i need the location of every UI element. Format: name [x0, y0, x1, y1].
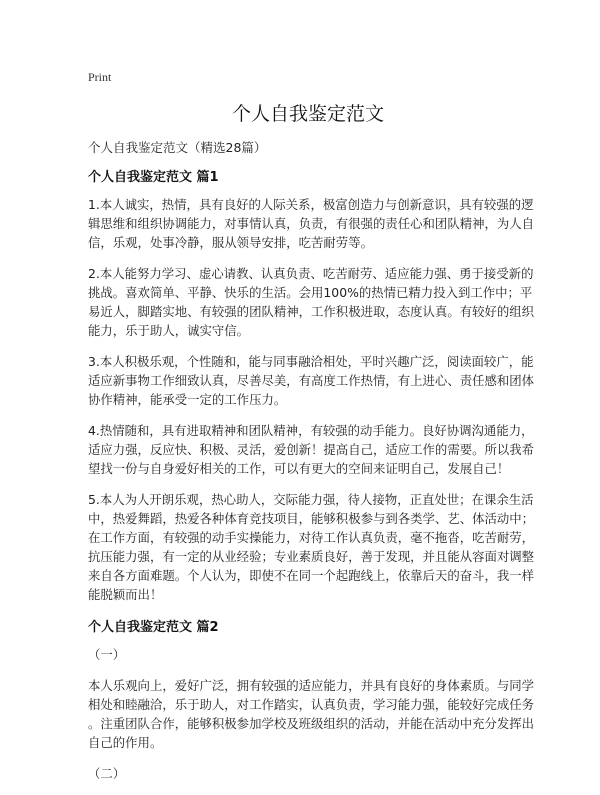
- text-line: 信，乐观，处事冷静，服从领导安排，吃苦耐劳等。: [88, 235, 373, 250]
- paragraph: [88, 676, 535, 752]
- text-line: 适应力强，反应快、积极、灵活，爱创新！提高自己，适应工作的需要。所以我希: [88, 442, 535, 457]
- text-line: （二）: [88, 766, 126, 781]
- paragraph: [88, 421, 535, 478]
- text-line: 望找一份与自身爱好相关的工作，可以有更大的空间来证明自己，发展自己！: [88, 461, 510, 476]
- paragraph: [88, 490, 535, 604]
- text-line: 1.本人诚实，热情，具有良好的人际关系，极富创造力与创新意识，具有较强的逻: [88, 197, 534, 212]
- text-line: 能脱颖而出！: [88, 587, 163, 602]
- text-line: 易近人，脚踏实地、有较强的团队精神，工作积极进取，态度认真。有较好的组织: [88, 304, 535, 319]
- paragraph: [88, 352, 535, 409]
- section-heading: 个人自我鉴定范文 篇2: [88, 620, 219, 635]
- paragraph: [88, 195, 535, 252]
- text-line: 能力，乐于助人，诚实守信。: [88, 323, 250, 338]
- text-line: 在工作方面，有较强的动手实操能力，对待工作认真负责，毫不拖沓，吃苦耐劳，: [88, 530, 535, 545]
- document-title: 个人自我鉴定范文: [231, 103, 384, 125]
- text-line: 本人乐观向上，爱好广泛，拥有较强的适应能力，并具有良好的身体素质。与同学: [88, 678, 535, 693]
- text-line: 5.本人为人开朗乐观，热心助人，交际能力强，待人接物，正直处世；在课余生活: [88, 492, 534, 507]
- sections: [88, 166, 535, 783]
- paragraph: [88, 764, 528, 783]
- text-line: 抗压能力强，有一定的从业经验；专业素质良好，善于发现，并且能从容面对调整: [88, 549, 535, 564]
- text-line: 2.本人能努力学习、虚心请教、认真负责、吃苦耐劳、适应能力强、勇于接受新的: [88, 266, 534, 281]
- paragraph: [88, 264, 535, 340]
- text-line: 自己的作用。: [88, 735, 163, 750]
- text-line: 。注重团队合作，能够积极参加学校及班级组织的活动，并能在活动中充分发挥出: [88, 716, 535, 731]
- document-subtitle: 个人自我鉴定范文（精选28篇）: [88, 140, 267, 155]
- text-line: 3.本人积极乐观，个性随和，能与同事融洽相处，平时兴趣广泛，阅读面较广，能: [88, 354, 534, 369]
- text-line: 协作精神，能承受一定的工作压力。: [88, 392, 287, 407]
- section-heading: 个人自我鉴定范文 篇1: [88, 170, 219, 185]
- text-line: 挑战。喜欢简单、平静、快乐的生活。会用100%的热情已精力投入到工作中；平: [88, 285, 533, 300]
- text-line: 适应新事物工作细致认真，尽善尽美，有高度工作热情，有上进心、责任感和团体: [88, 373, 535, 388]
- text-line: 来自各方面难题。个人认为，即使不在同一个起跑线上，依靠后天的奋斗，我一样: [88, 568, 535, 583]
- text-line: 中，热爱舞蹈，热爱各种体育竞技项目，能够积极参与到各类学、艺、体活动中；: [88, 511, 535, 526]
- print-label[interactable]: Print: [88, 70, 112, 84]
- text-line: 辑思维和组织协调能力，对事情认真，负责，有很强的责任心和团队精神，为人自: [88, 216, 535, 231]
- text-line: 4.热情随和，具有进取精神和团队精神，有较强的动手能力。良好协调沟通能力，: [88, 423, 534, 438]
- text-line: （一）: [88, 647, 126, 662]
- document-page: [88, 70, 535, 795]
- paragraph: [88, 645, 528, 664]
- text-line: 相处和睦融洽，乐于助人，对工作踏实，认真负责，学习能力强，能较好完成任务: [88, 697, 535, 712]
